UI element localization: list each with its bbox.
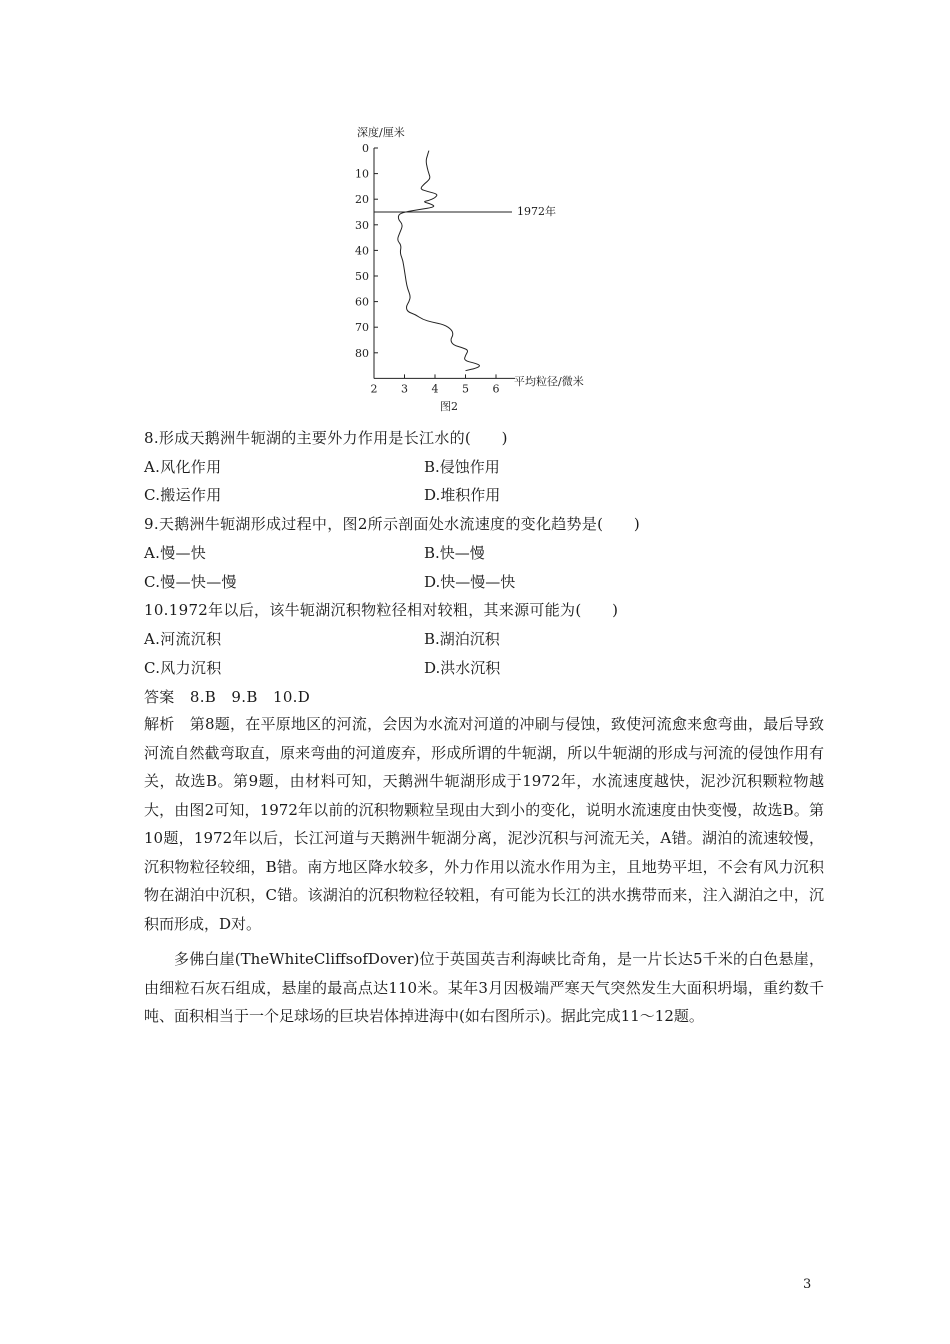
y-tick-label: 20 — [355, 193, 369, 207]
question-8-option-c: C.搬运作用 — [144, 486, 222, 504]
x-tick-label: 3 — [401, 382, 408, 396]
analysis-text: 解析 第8题，在平原地区的河流，会因为水流对河道的冲刷与侵蚀，致使河流愈来愈弯曲，最后导致河流自然截弯取直，原来弯曲的河道废弃，形成所谓的牛轭湖，所以牛轭湖的形成与河流的侵蚀作用有关，故选B。第9题，由材料可知，天鹅洲牛轭湖形成于1972年，水流速度越快，泥沙沉积颗粒物越大，由图2可知，1972年以前的沉积物颗粒呈现由大到小的变化，说明水流速度由快变慢，故选B。第10题，1972年以后，长江河道与天鹅洲牛轭湖分离，泥沙沉积与河流无关，A错。湖泊的流速较慢，沉积物粒径较细，B错。南方地区降水较多，外力作用以流水作用为主，且地势平坦，不会有风力沉积物在湖泊中沉积，C错。该湖泊的沉积物粒径较粗，有可能为长江的洪水携带而来，注入湖泊之中，沉积而形成，D对。 — [144, 715, 824, 933]
question-9-stem: 9.天鹅洲牛轭湖形成过程中，图2所示剖面处水流速度的变化趋势是( ) — [144, 515, 641, 533]
question-8-stem: 8.形成天鹅洲牛轭湖的主要外力作用是长江水的( ) — [144, 429, 508, 447]
marker-1972-label: 1972年 — [517, 205, 556, 218]
y-tick-label: 10 — [355, 167, 369, 181]
y-tick-label: 0 — [362, 142, 369, 155]
grain-size-curve — [398, 151, 480, 371]
question-9-option-d: D.快—慢—快 — [424, 573, 516, 591]
x-tick-label: 5 — [462, 382, 469, 396]
figure-caption: 图2 — [440, 400, 458, 413]
question-10-stem: 10.1972年以后，该牛轭湖沉积物粒径相对较粗，其来源可能为( ) — [144, 601, 619, 619]
question-10-option-b: B.湖泊沉积 — [424, 630, 500, 648]
question-10-option-c: C.风力沉积 — [144, 659, 222, 677]
x-tick-label: 6 — [492, 382, 500, 396]
figure-2 — [340, 118, 640, 418]
x-tick-label: 4 — [431, 382, 439, 396]
page-number: 3 — [803, 1277, 812, 1292]
y-axis-label: 深度/厘米 — [357, 126, 405, 139]
y-tick-label: 80 — [355, 346, 369, 360]
question-8-option-a: A.风化作用 — [144, 458, 222, 476]
analysis-paragraph — [144, 710, 824, 938]
y-tick-label: 60 — [355, 295, 369, 309]
passage-paragraph — [144, 945, 824, 1031]
y-tick-label: 70 — [355, 321, 369, 335]
y-tick-label: 40 — [355, 244, 369, 258]
passage-text: 多佛白崖(TheWhiteCliffsofDover)位于英国英吉利海峡比奇角，是一片长达5千米的白色悬崖，由细粒石灰石组成，悬崖的最高点达110米。某年3月因极端严寒天气突然发生大面积坍塌，重约数千吨、面积相当于一个足球场的巨块岩体掉进海中(如右图所示)。据此完成11～12题。 — [144, 950, 824, 1025]
question-9-option-a: A.慢—快 — [144, 544, 207, 562]
y-tick-label: 30 — [355, 218, 369, 232]
x-axis-label: 平均粒径/微米 — [514, 375, 584, 388]
question-10-option-d: D.洪水沉积 — [424, 659, 501, 677]
answer-line: 答案 8.B 9.B 10.D — [144, 688, 311, 706]
question-8-option-b: B.侵蚀作用 — [424, 458, 500, 476]
grain-size-depth-chart — [340, 118, 640, 418]
y-tick-label: 50 — [355, 270, 369, 283]
question-9-option-c: C.慢—快—慢 — [144, 573, 237, 591]
question-8-option-d: D.堆积作用 — [424, 486, 501, 504]
question-9-option-b: B.快—慢 — [424, 544, 485, 562]
question-10-option-a: A.河流沉积 — [144, 630, 222, 648]
x-tick-label: 2 — [370, 382, 378, 396]
